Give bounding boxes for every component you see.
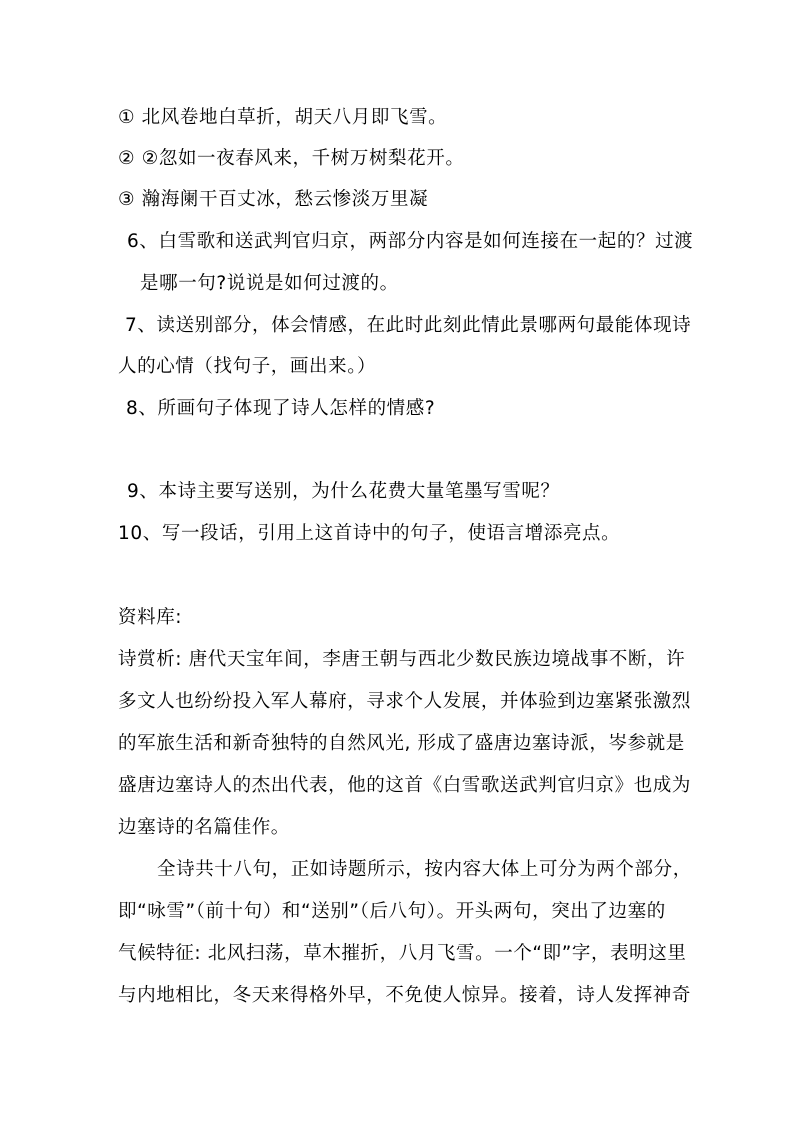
library-paragraph-2-line-4: 与内地相比，冬天来得格外早，不免使人惊异。接着，诗人发挥神奇 xyxy=(118,985,692,1006)
verse-item-3: ③ 瀚海阑干百丈冰，愁云惨淡万里凝 xyxy=(118,189,429,210)
library-paragraph-2-line-1: 全诗共十八句，正如诗题所示，按内容大体上可分为两个部分， xyxy=(157,859,692,880)
library-paragraph-1-line-4: 盛唐边塞诗人的杰出代表，他的这首《白雪歌送武判官归京》也成为 xyxy=(118,775,692,796)
verse-item-1: ① 北风卷地白草折，胡天八月即飞雪。 xyxy=(118,107,448,128)
question-8: 8、所画句子体现了诗人怎样的情感? xyxy=(126,398,436,419)
library-paragraph-1-line-2: 多文人也纷纷投入军人幕府，寻求个人发展，并体验到边塞紧张激烈 xyxy=(118,691,692,712)
library-paragraph-1-line-3: 的军旅生活和新奇独特的自然风光, 形成了盛唐边塞诗派，岑参就是 xyxy=(118,733,685,754)
library-paragraph-2-line-3: 气候特征: 北风扫荡，草木摧折，八月飞雪。一个“即”字，表明这里 xyxy=(118,943,687,964)
library-paragraph-2-line-2: 即“咏雪”（前十句）和“送别”（后八句）。开头两句，突出了边塞的 xyxy=(118,901,666,922)
library-paragraph-1-line-1: 诗赏析: 唐代天宝年间，李唐王朝与西北少数民族边境战事不断，许 xyxy=(118,649,686,670)
question-7-line-2: 人的心情（找句子，画出来。） xyxy=(118,356,377,377)
question-9: 9、本诗主要写送别，为什么花费大量笔墨写雪呢？ xyxy=(127,481,560,502)
question-7-line-1: 7、读送别部分，体会情感，在此时此刻此情此景哪两句最能体现诗 xyxy=(125,315,692,336)
library-paragraph-1-line-5: 边塞诗的名篇佳作。 xyxy=(118,817,290,838)
question-10: 10、写一段话，引用上这首诗中的句子，使语言增添亮点。 xyxy=(118,523,621,544)
question-6-line-2: 是哪一句?说说是如何过渡的。 xyxy=(140,273,399,294)
library-heading: 资料库: xyxy=(118,607,183,628)
question-6-line-1: 6、白雪歌和送武判官归京，两部分内容是如何连接在一起的？过渡 xyxy=(127,231,694,252)
verse-item-2: ② ②忽如一夜春风来，千树万树梨花开。 xyxy=(118,148,465,169)
